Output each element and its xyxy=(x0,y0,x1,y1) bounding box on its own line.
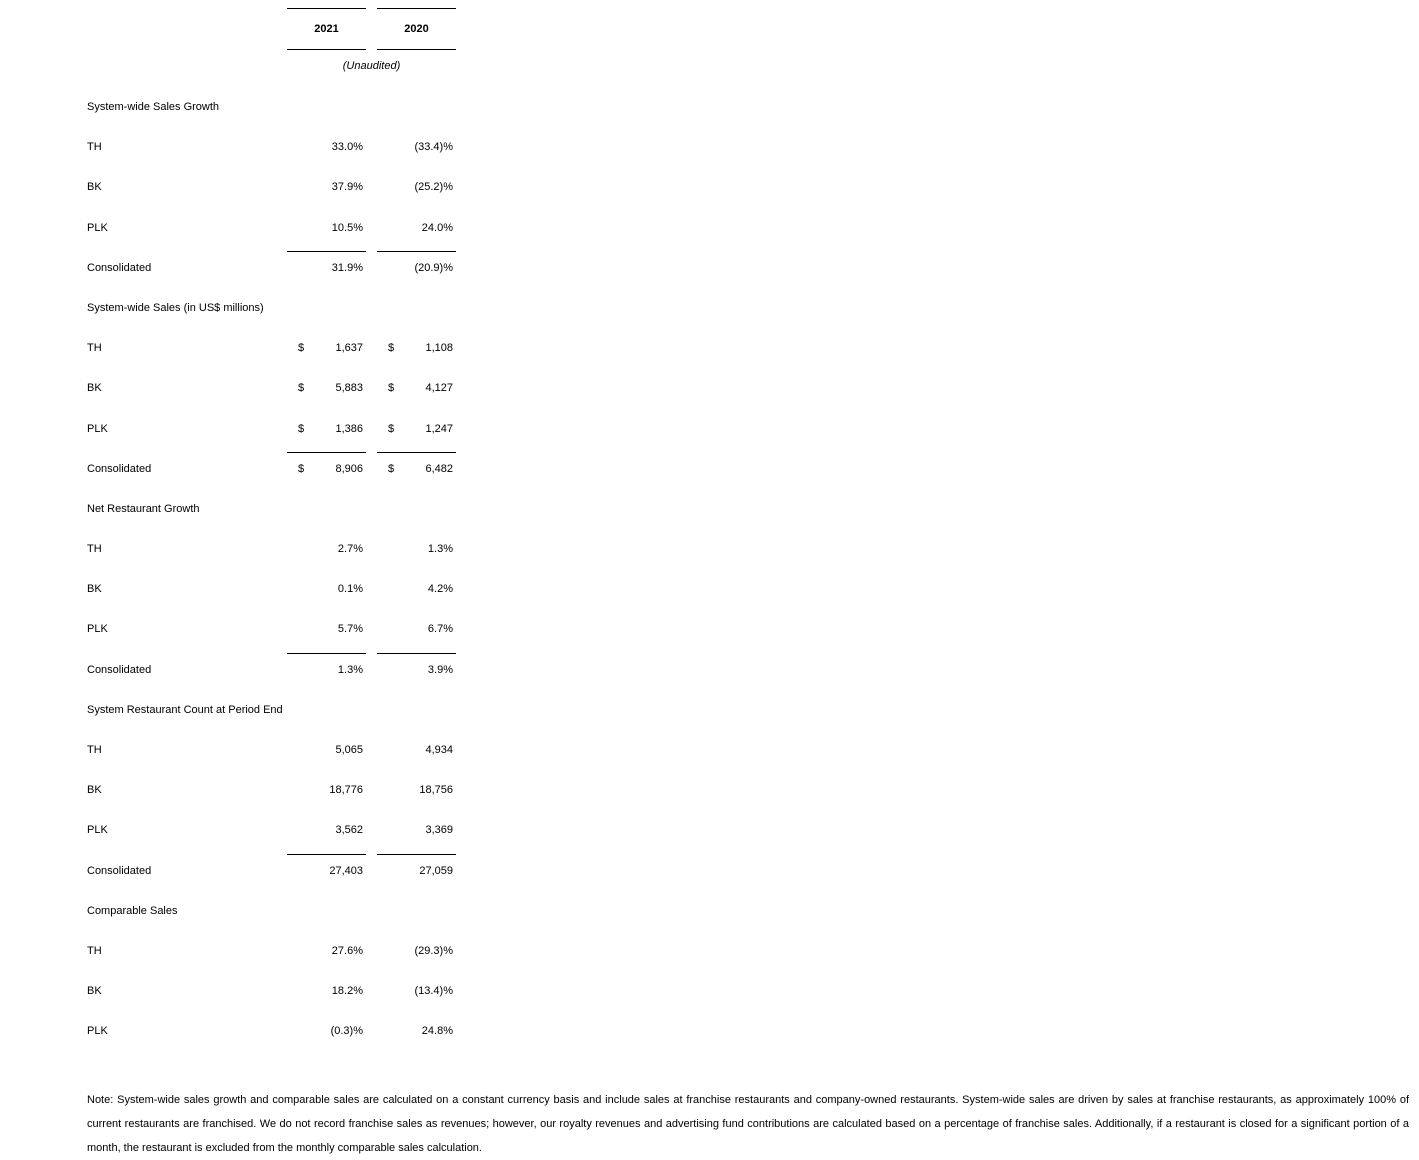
row-label: BK xyxy=(87,181,102,194)
value-2020: (13.4)% xyxy=(414,985,453,998)
value-2021: 18,776 xyxy=(329,784,363,797)
section-label: System Restaurant Count at Period End xyxy=(87,703,283,716)
currency-symbol: $ xyxy=(298,422,305,435)
total-rule xyxy=(377,653,456,654)
table-row xyxy=(0,810,470,850)
value-2021: 2.7% xyxy=(337,543,363,556)
value-2020: 1,108 xyxy=(425,342,453,355)
table-row xyxy=(0,1011,470,1051)
table-row xyxy=(0,529,470,569)
section-header-row xyxy=(0,489,470,529)
row-label: BK xyxy=(87,784,102,797)
total-row xyxy=(0,248,470,288)
currency-symbol: $ xyxy=(298,382,305,395)
value-2021: 27,403 xyxy=(329,864,363,877)
footnote: Note: System-wide sales growth and comparable sales are calculated on a constant currency basis and include sales at franchise restaurants and company-owned restaurants. System-wide sales are driven by sales at franchise restaurants, as approximately 100% of current restaurants are franchised. We do not record franchise sales as revenues; however, our royalty revenues and advertising fund contributions are calculated based on a percentage of franchise sales. Additionally, if a restaurant is closed for a significant portion of a month, the restaurant is excluded from the monthly comparable sales calculation. xyxy=(87,1094,1409,1154)
section-label: System-wide Sales (in US$ millions) xyxy=(87,301,264,314)
value-2021: 37.9% xyxy=(331,181,363,194)
row-label: TH xyxy=(87,944,102,957)
total-rule xyxy=(377,452,456,453)
table-row xyxy=(0,971,470,1011)
row-label: Consolidated xyxy=(87,462,152,475)
total-row xyxy=(0,449,470,489)
table-row xyxy=(0,328,470,368)
value-2021: 27.6% xyxy=(331,944,363,957)
value-2020: 6,482 xyxy=(425,462,453,475)
row-label: Consolidated xyxy=(87,663,152,676)
value-2020: 3,369 xyxy=(425,824,453,837)
row-label: BK xyxy=(87,583,102,596)
total-row xyxy=(0,650,470,690)
column-header-2021: 2021 xyxy=(287,8,366,50)
table-row xyxy=(0,167,470,207)
value-2020: 24.8% xyxy=(421,1025,453,1038)
table-row xyxy=(0,730,470,770)
value-2020: (25.2)% xyxy=(414,181,453,194)
row-label: Consolidated xyxy=(87,864,152,877)
table-row xyxy=(0,127,470,167)
value-2021: 5,065 xyxy=(335,744,363,756)
row-label: PLK xyxy=(87,623,108,636)
table-row xyxy=(0,208,470,248)
value-2020: 1,247 xyxy=(425,422,453,435)
total-row xyxy=(0,851,470,891)
total-rule xyxy=(287,251,366,252)
value-2020: 3.9% xyxy=(427,663,453,676)
value-2021: 0.1% xyxy=(337,583,363,596)
value-2021: 31.9% xyxy=(331,261,363,274)
value-2021: 10.5% xyxy=(331,221,363,234)
table-row xyxy=(0,770,470,810)
row-label: PLK xyxy=(87,1025,108,1038)
row-label: TH xyxy=(87,342,102,355)
value-2021: 8,906 xyxy=(335,462,363,475)
table-row xyxy=(0,609,470,649)
row-label: BK xyxy=(87,985,102,998)
column-header-2020: 2020 xyxy=(377,8,456,50)
row-label: PLK xyxy=(87,422,108,435)
value-2021: (0.3)% xyxy=(330,1025,363,1038)
value-2020: 4.2% xyxy=(427,583,453,596)
value-2021: 1,637 xyxy=(335,342,363,355)
total-rule xyxy=(377,854,456,855)
value-2021: 5.7% xyxy=(337,623,363,636)
total-rule xyxy=(287,452,366,453)
currency-symbol: $ xyxy=(388,422,395,435)
value-2020: 6.7% xyxy=(427,623,453,636)
section-header-row xyxy=(0,891,470,931)
section-header-row xyxy=(0,288,470,328)
value-2020: 4,934 xyxy=(425,744,453,756)
currency-symbol: $ xyxy=(388,382,395,395)
row-label: TH xyxy=(87,543,102,556)
table-row xyxy=(0,409,470,449)
unaudited-subheader: (Unaudited) xyxy=(342,60,401,72)
value-2020: (20.9)% xyxy=(414,261,453,274)
value-2020: (29.3)% xyxy=(414,944,453,957)
row-label: TH xyxy=(87,744,102,756)
section-label: Net Restaurant Growth xyxy=(87,502,200,515)
table-row xyxy=(0,931,470,971)
value-2021: 1.3% xyxy=(337,663,363,676)
currency-symbol: $ xyxy=(388,462,395,475)
row-label: Consolidated xyxy=(87,261,152,274)
value-2021: 18.2% xyxy=(331,985,363,998)
value-2020: 27,059 xyxy=(419,864,453,877)
value-2021: 1,386 xyxy=(335,422,363,435)
currency-symbol: $ xyxy=(388,342,395,355)
value-2020: (33.4)% xyxy=(414,141,453,154)
section-header-row xyxy=(0,690,470,730)
value-2021: 5,883 xyxy=(335,382,363,395)
row-label: PLK xyxy=(87,221,108,234)
value-2021: 3,562 xyxy=(335,824,363,837)
row-label: TH xyxy=(87,141,102,154)
value-2020: 24.0% xyxy=(421,221,453,234)
value-2020: 1.3% xyxy=(427,543,453,556)
table-row xyxy=(0,368,470,408)
row-label: BK xyxy=(87,382,102,395)
value-2020: 18,756 xyxy=(419,784,453,797)
total-rule xyxy=(287,854,366,855)
value-2020: 4,127 xyxy=(425,382,453,395)
currency-symbol: $ xyxy=(298,342,305,355)
total-rule xyxy=(287,653,366,654)
section-label: System-wide Sales Growth xyxy=(87,101,220,113)
metrics-table xyxy=(0,87,470,1052)
table-row xyxy=(0,569,470,609)
section-header-row xyxy=(0,87,470,127)
total-rule xyxy=(377,251,456,252)
section-label: Comparable Sales xyxy=(87,904,178,917)
row-label: PLK xyxy=(87,824,108,837)
currency-symbol: $ xyxy=(298,462,305,475)
value-2021: 33.0% xyxy=(331,141,363,154)
